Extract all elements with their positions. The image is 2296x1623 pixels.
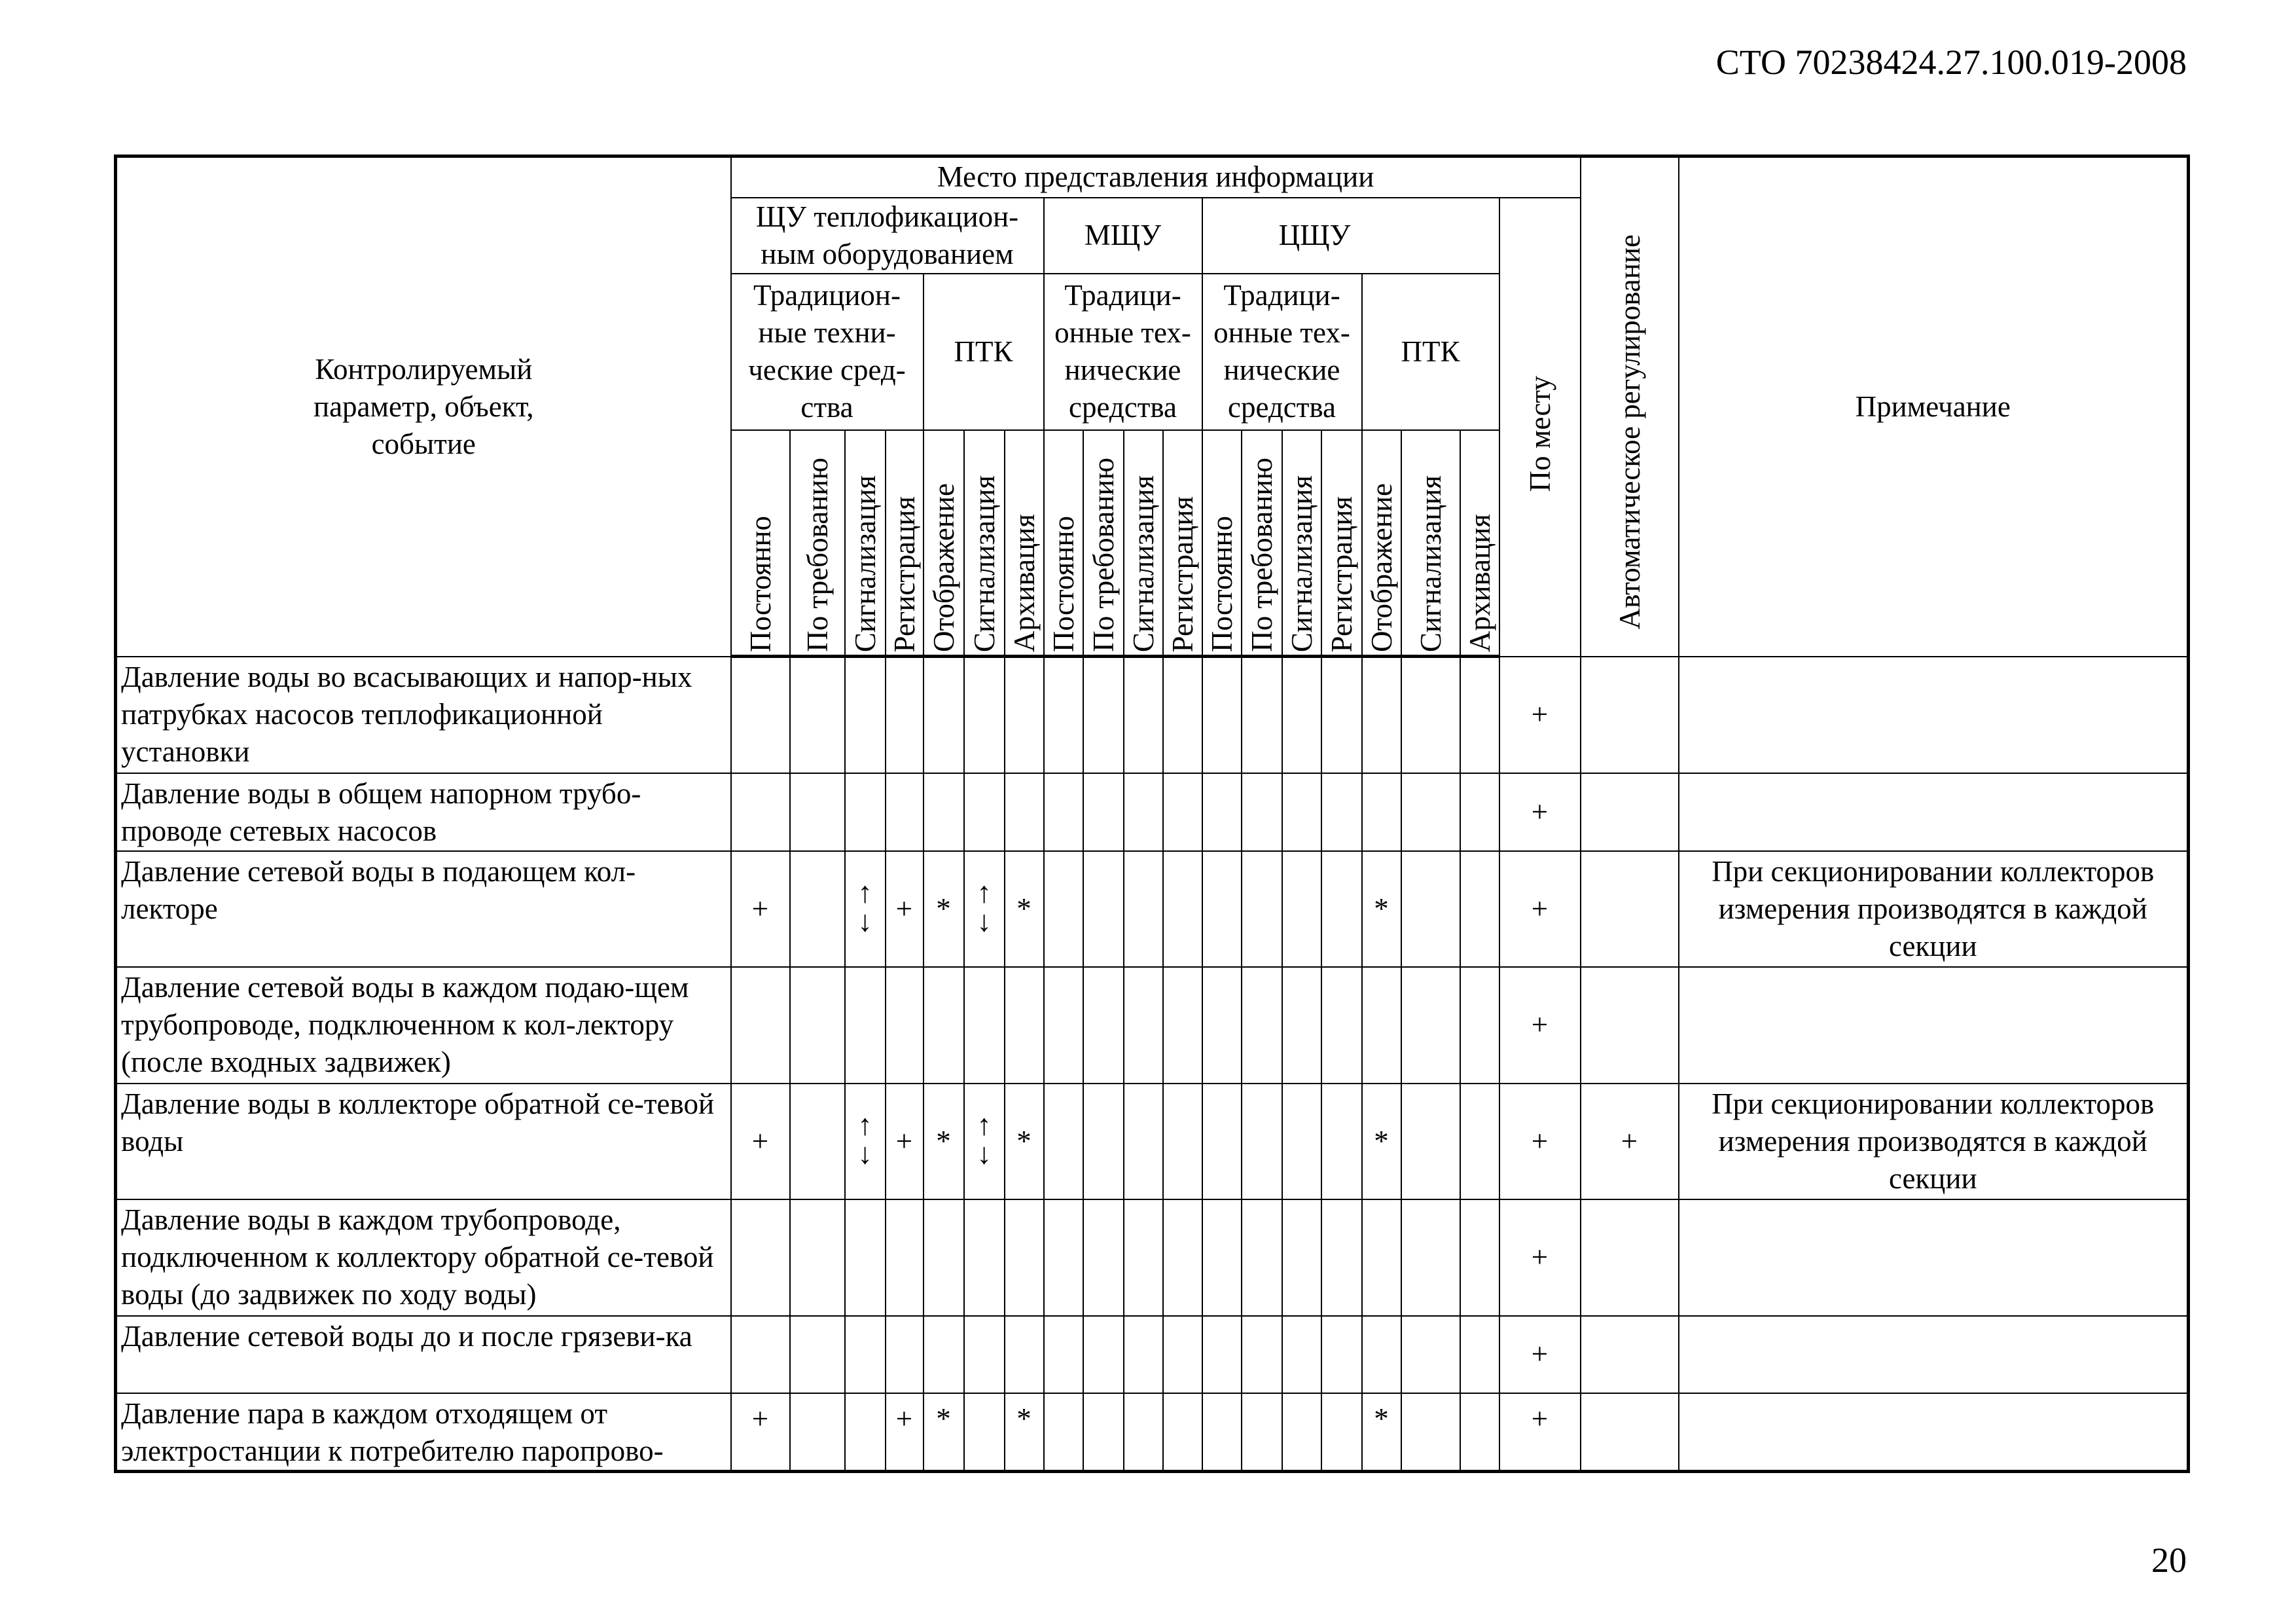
mark-cell [1083,851,1124,967]
subheader-cell [886,430,924,657]
mark-cell [1242,773,1282,851]
mark-cell [1044,773,1083,851]
mark-cell [886,1084,924,1199]
mark-cell [1499,657,1581,773]
mark-cell [1083,773,1124,851]
subheader-label: По требованию [800,458,834,652]
note-cell [1679,657,2189,773]
header-local [1499,198,1581,657]
mark-value: + [751,1124,769,1158]
table-row [116,967,2189,1084]
header-note: Примечание [1679,156,2189,657]
mark-cell [731,851,790,967]
subheader-label: По требованию [1245,458,1278,652]
header-shchu: ЩУ теплофикацион-ным оборудованием [731,198,1044,274]
mark-cell [1202,1084,1242,1199]
subheader-cell [731,430,790,657]
mark-cell [886,1199,924,1316]
mark-cell [731,773,790,851]
mark-cell [1321,1084,1362,1199]
mark-cell [1202,851,1242,967]
mark-cell [1005,1393,1044,1472]
mark-cell [731,967,790,1084]
mark-value: * [1016,892,1031,925]
mark-cell [1242,1393,1282,1472]
subheader-cell [1083,430,1124,657]
subheader-label: Постоянно [1047,515,1080,652]
mark-cell [1401,1393,1460,1472]
mark-cell [1401,773,1460,851]
mark-cell [1499,1084,1581,1199]
parameter-cell: Давление сетевой воды в каждом подаю-щем трубопроводе, подключенном к кол-лектору (после входных задвижек) [116,967,731,1084]
subheader-label: Сигнализация [1126,475,1160,652]
mark-value: * [1374,1402,1389,1435]
mark-cell [1083,657,1124,773]
mark-cell [731,1393,790,1472]
mark-cell [1242,1199,1282,1316]
mark-cell [1499,967,1581,1084]
mark-cell [1460,1199,1499,1316]
mark-cell [731,1199,790,1316]
mark-cell [1321,851,1362,967]
mark-cell [1460,1316,1499,1393]
subheader-label: Постоянно [744,515,777,652]
mark-cell [1581,1199,1679,1316]
subheader-cell [790,430,845,657]
subheader-cell [1005,430,1044,657]
mark-value: * [1374,1124,1389,1158]
header-auto-regulation-label: Автоматическое регулирование [1613,234,1646,630]
parameter-cell: Давление воды во всасывающих и напор-ных патрубках насосов теплофикационной установки [116,657,731,773]
mark-cell [1581,773,1679,851]
mark-cell [964,967,1005,1084]
mark-cell [1362,773,1401,851]
mark-cell [924,967,964,1084]
note-cell [1679,773,2189,851]
mark-cell [1321,967,1362,1084]
mark-cell [1401,657,1460,773]
subheader-label: Регистрация [1325,496,1358,652]
mark-value: * [936,892,951,925]
mark-cell [1282,967,1321,1084]
mark-cell [1460,967,1499,1084]
mark-cell [1242,851,1282,967]
mark-cell [1083,1084,1124,1199]
mark-cell [1202,1199,1242,1316]
mark-value: + [1531,1008,1549,1041]
mark-cell [924,1316,964,1393]
mark-cell [1581,967,1679,1084]
header-ptk-3: ПТК [1362,274,1499,430]
parameter-cell: Давление пара в каждом отходящем от электростанции к потребителю паропрово- [116,1393,731,1472]
mark-cell [1124,1084,1163,1199]
subheader-cell [1202,430,1242,657]
mark-cell [1124,851,1163,967]
mark-cell [790,1316,845,1393]
mark-cell [964,851,1005,967]
mark-cell [924,1393,964,1472]
mark-cell [964,1199,1005,1316]
mark-cell [731,657,790,773]
mark-cell [1044,1316,1083,1393]
note-cell [1679,967,2189,1084]
mark-cell [1282,1199,1321,1316]
mark-value: + [1531,1241,1549,1273]
subheader-cell [924,430,964,657]
subheader-cell [1163,430,1202,657]
mark-value: + [1531,1124,1549,1158]
mark-cell [886,967,924,1084]
subheader-cell [1124,430,1163,657]
mark-cell [1401,1316,1460,1393]
mark-cell [1321,773,1362,851]
mark-cell [1044,1084,1083,1199]
document-code: СТО 70238424.27.100.019-2008 [1715,43,2187,82]
subheader-label: Отображение [1365,483,1398,652]
mark-value: + [1531,698,1549,731]
mark-value: + [751,1402,769,1435]
mark-cell [845,1199,886,1316]
mark-cell [1044,657,1083,773]
mark-cell [1362,657,1401,773]
mark-value: + [895,1402,913,1435]
header-tsshchu: ЦЩУ [1202,198,1499,274]
mark-cell [731,1316,790,1393]
mark-cell [1282,773,1321,851]
mark-value: + [1531,795,1549,828]
mark-cell [1005,773,1044,851]
mark-cell [1321,1316,1362,1393]
subheader-label: Регистрация [888,496,921,652]
mark-cell [731,1084,790,1199]
mark-cell [1282,1316,1321,1393]
mark-cell [1581,1084,1679,1199]
parameter-cell: Давление сетевой воды до и после грязеви-ка [116,1316,731,1393]
note-cell: При секционировании коллекторов измерения производятся в каждой секции [1679,1084,2189,1199]
header-place: Место представления информации [731,156,1581,198]
mark-cell [924,1084,964,1199]
page-number: 20 [2151,1541,2187,1580]
parameter-cell: Давление воды в каждом трубопроводе, подключенном к коллектору обратной се-тевой воды (до задвижек по ходу воды) [116,1199,731,1316]
subheader-label: Регистрация [1166,496,1199,652]
subheader-cell [1321,430,1362,657]
subheader-cell [1044,430,1083,657]
subheader-cell [1401,430,1460,657]
mark-cell [845,967,886,1084]
mark-cell [1044,1393,1083,1472]
mark-cell [1362,1199,1401,1316]
subheader-cell [964,430,1005,657]
mark-value: * [936,1124,951,1158]
mark-value: * [1374,892,1389,925]
subheader-label: Отображение [927,483,960,652]
arrows-icon: ↑ ↓ [977,875,992,938]
mark-cell [1401,851,1460,967]
header-auto-regulation [1581,156,1679,657]
mark-cell [1362,1393,1401,1472]
arrows-icon: ↑ ↓ [857,1108,872,1170]
mark-cell [964,657,1005,773]
mark-cell [845,657,886,773]
mark-cell [1362,1316,1401,1393]
mark-cell [1124,967,1163,1084]
mark-cell [790,1084,845,1199]
mark-cell [845,1316,886,1393]
mark-value: + [1621,1124,1638,1158]
mark-cell [1163,773,1202,851]
mark-value: * [1016,1402,1031,1435]
mark-cell [1581,1393,1679,1472]
mark-cell [1460,773,1499,851]
parameters-table [114,155,2190,1473]
header-traditional-2: Традици-онные тех-нические средства [1044,274,1202,430]
subheader-cell [1242,430,1282,657]
mark-cell [1581,851,1679,967]
mark-cell [1362,1084,1401,1199]
mark-cell [1124,1316,1163,1393]
mark-cell [1202,967,1242,1084]
mark-value: + [895,892,913,925]
mark-cell [886,1316,924,1393]
subheader-cell [1282,430,1321,657]
mark-value: + [1531,1338,1549,1370]
mark-cell [924,657,964,773]
mark-cell [1499,1199,1581,1316]
table-row [116,1084,2189,1199]
mark-cell [845,1084,886,1199]
mark-cell [1401,967,1460,1084]
mark-cell [1242,967,1282,1084]
arrows-icon: ↑ ↓ [857,875,872,938]
mark-cell [1083,1316,1124,1393]
mark-cell [1282,657,1321,773]
mark-cell [1581,1316,1679,1393]
mark-cell [845,773,886,851]
note-cell [1679,1199,2189,1316]
mark-cell [1005,1084,1044,1199]
mark-value: + [895,1124,913,1158]
mark-value: + [1531,892,1549,925]
subheader-label: Постоянно [1205,515,1238,652]
table-row [116,1316,2189,1393]
mark-cell [845,851,886,967]
mark-cell [964,1084,1005,1199]
mark-cell [1242,657,1282,773]
mark-value: + [751,892,769,925]
subheader-cell [845,430,886,657]
subheader-label: Сигнализация [1285,475,1318,652]
mark-cell [1124,1199,1163,1316]
mark-cell [1044,851,1083,967]
mark-cell [1163,1199,1202,1316]
mark-cell [1460,1084,1499,1199]
subheader-cell [1460,430,1499,657]
mark-cell [964,1393,1005,1472]
mark-cell [1242,1084,1282,1199]
mark-cell [790,851,845,967]
mark-cell [1083,1393,1124,1472]
parameter-cell: Давление воды в коллекторе обратной се-тевой воды [116,1084,731,1199]
table-row [116,1393,2189,1472]
mark-cell [790,1393,845,1472]
subheader-label: Сигнализация [848,475,882,652]
mark-cell [1282,1084,1321,1199]
mark-cell [1460,1393,1499,1472]
mark-cell [1460,851,1499,967]
mark-cell [790,657,845,773]
subheader-label: Архивация [1463,513,1496,652]
mark-cell [1242,1316,1282,1393]
mark-cell [1083,1199,1124,1316]
mark-value: * [1016,1124,1031,1158]
header-parameter: Контролируемый параметр, объект, событие [116,156,731,657]
mark-cell [886,657,924,773]
mark-cell [1163,1393,1202,1472]
mark-cell [924,773,964,851]
mark-cell [1124,773,1163,851]
mark-cell [1202,773,1242,851]
mark-cell [1005,851,1044,967]
mark-cell [886,773,924,851]
mark-cell [1362,851,1401,967]
mark-cell [1163,967,1202,1084]
mark-cell [1005,657,1044,773]
mark-cell [1163,1084,1202,1199]
mark-cell [1499,1393,1581,1472]
mark-cell [1499,851,1581,967]
mark-cell [1044,1199,1083,1316]
mark-cell [1083,967,1124,1084]
mark-cell [1321,1199,1362,1316]
mark-cell [964,773,1005,851]
mark-cell [924,1199,964,1316]
arrows-icon: ↑ ↓ [977,1108,992,1170]
mark-cell [1321,1393,1362,1472]
note-cell [1679,1316,2189,1393]
mark-cell [1163,657,1202,773]
mark-cell [1124,1393,1163,1472]
mark-cell [1401,1084,1460,1199]
mark-cell [886,851,924,967]
mark-cell [1202,657,1242,773]
mark-cell [1044,967,1083,1084]
header-traditional-3: Традици-онные тех-нические средства [1202,274,1362,430]
table-row [116,851,2189,967]
mark-cell [1005,967,1044,1084]
mark-cell [1362,967,1401,1084]
note-cell [1679,1393,2189,1472]
mark-cell [1321,657,1362,773]
header-local-label: По месту [1523,376,1556,492]
mark-cell [1460,657,1499,773]
header-traditional-1: Традицион-ные техни-ческие сред-ства [731,274,924,430]
mark-cell [1202,1393,1242,1472]
mark-cell [1163,851,1202,967]
mark-value: * [936,1402,951,1435]
mark-cell [1124,657,1163,773]
table-row [116,773,2189,851]
mark-value: + [1531,1402,1549,1435]
mark-cell [924,851,964,967]
subheader-label: Архивация [1007,513,1041,652]
table-body [116,657,2189,1472]
header-mshchu: МЩУ [1044,198,1202,274]
mark-cell [790,967,845,1084]
mark-cell [1401,1199,1460,1316]
mark-cell [1581,657,1679,773]
mark-cell [964,1316,1005,1393]
mark-cell [790,773,845,851]
subheader-label: Сигнализация [967,475,1001,652]
subheader-label: Сигнализация [1414,475,1447,652]
mark-cell [1499,1316,1581,1393]
mark-cell [1005,1316,1044,1393]
header-ptk-1: ПТК [924,274,1044,430]
mark-cell [1005,1199,1044,1316]
parameter-cell: Давление сетевой воды в подающем кол-лекторе [116,851,731,967]
table-row [116,1199,2189,1316]
mark-cell [886,1393,924,1472]
subheader-label: По требованию [1086,458,1120,652]
mark-cell [1282,1393,1321,1472]
parameter-cell: Давление воды в общем напорном трубо-проводе сетевых насосов [116,773,731,851]
table-row [116,657,2189,773]
mark-cell [845,1393,886,1472]
mark-cell [790,1199,845,1316]
mark-cell [1282,851,1321,967]
note-cell: При секционировании коллекторов измерения производятся в каждой секции [1679,851,2189,967]
mark-cell [1499,773,1581,851]
mark-cell [1163,1316,1202,1393]
mark-cell [1202,1316,1242,1393]
subheader-cell [1362,430,1401,657]
